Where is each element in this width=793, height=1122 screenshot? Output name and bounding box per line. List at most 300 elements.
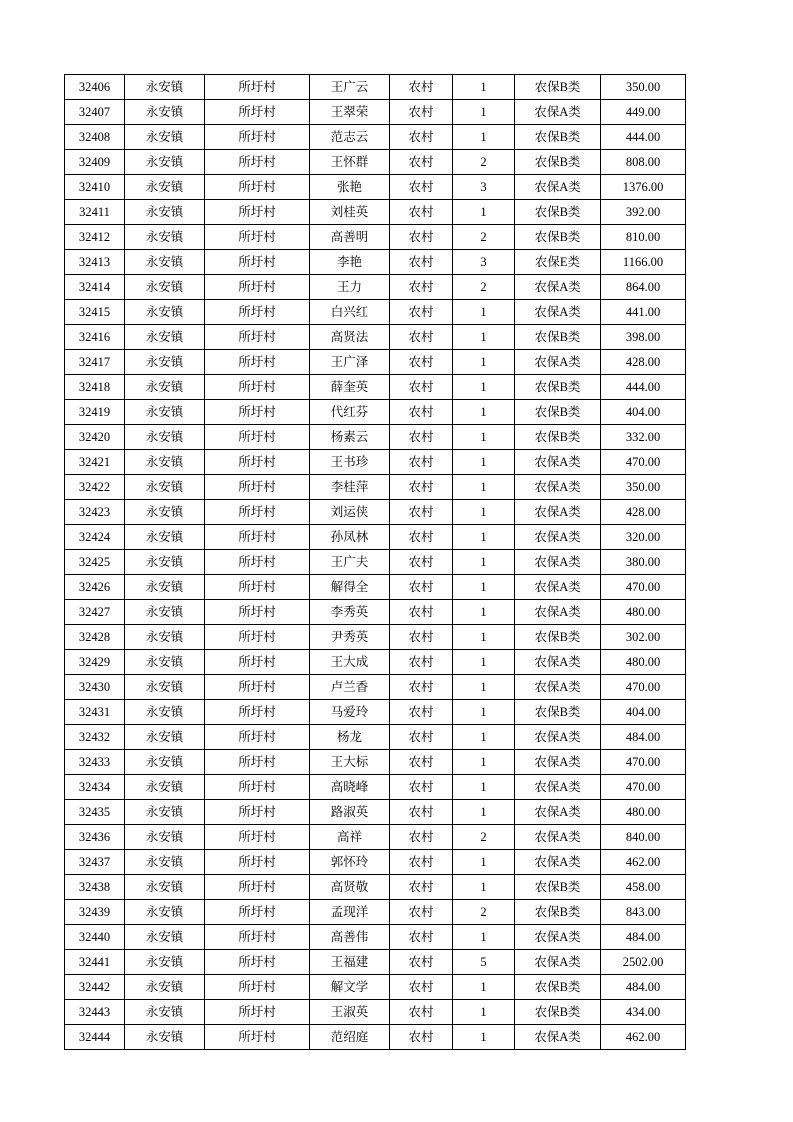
cell-category: 农保A类 xyxy=(515,775,601,800)
cell-name: 孟现洋 xyxy=(310,900,390,925)
cell-village: 所圩村 xyxy=(205,150,310,175)
cell-amount: 444.00 xyxy=(601,375,686,400)
cell-village: 所圩村 xyxy=(205,500,310,525)
cell-name: 高贤敬 xyxy=(310,875,390,900)
cell-count: 1 xyxy=(453,625,515,650)
cell-town: 永安镇 xyxy=(125,75,205,100)
cell-count: 2 xyxy=(453,225,515,250)
cell-count: 1 xyxy=(453,700,515,725)
cell-category: 农保A类 xyxy=(515,100,601,125)
cell-type: 农村 xyxy=(390,875,453,900)
data-table xyxy=(64,74,686,1050)
cell-id: 32413 xyxy=(65,250,125,275)
cell-village: 所圩村 xyxy=(205,75,310,100)
cell-type: 农村 xyxy=(390,425,453,450)
cell-category: 农保B类 xyxy=(515,625,601,650)
cell-type: 农村 xyxy=(390,350,453,375)
cell-count: 1 xyxy=(453,1025,515,1050)
cell-town: 永安镇 xyxy=(125,200,205,225)
cell-town: 永安镇 xyxy=(125,900,205,925)
cell-category: 农保A类 xyxy=(515,600,601,625)
table-row xyxy=(65,500,686,525)
cell-id: 32408 xyxy=(65,125,125,150)
cell-type: 农村 xyxy=(390,800,453,825)
cell-count: 1 xyxy=(453,500,515,525)
cell-village: 所圩村 xyxy=(205,100,310,125)
cell-type: 农村 xyxy=(390,975,453,1000)
cell-count: 3 xyxy=(453,250,515,275)
cell-type: 农村 xyxy=(390,375,453,400)
cell-type: 农村 xyxy=(390,1000,453,1025)
cell-name: 郭怀玲 xyxy=(310,850,390,875)
cell-village: 所圩村 xyxy=(205,1000,310,1025)
table-row xyxy=(65,875,686,900)
cell-name: 孙凤林 xyxy=(310,525,390,550)
cell-count: 1 xyxy=(453,550,515,575)
cell-type: 农村 xyxy=(390,1025,453,1050)
cell-name: 卢兰香 xyxy=(310,675,390,700)
cell-type: 农村 xyxy=(390,325,453,350)
cell-town: 永安镇 xyxy=(125,850,205,875)
cell-village: 所圩村 xyxy=(205,450,310,475)
cell-name: 高贤法 xyxy=(310,325,390,350)
cell-count: 1 xyxy=(453,75,515,100)
cell-name: 白兴红 xyxy=(310,300,390,325)
cell-village: 所圩村 xyxy=(205,700,310,725)
cell-name: 李桂萍 xyxy=(310,475,390,500)
table-row xyxy=(65,950,686,975)
table-row xyxy=(65,625,686,650)
cell-type: 农村 xyxy=(390,450,453,475)
table-row xyxy=(65,975,686,1000)
cell-name: 杨龙 xyxy=(310,725,390,750)
cell-name: 李秀英 xyxy=(310,600,390,625)
cell-category: 农保B类 xyxy=(515,975,601,1000)
cell-type: 农村 xyxy=(390,150,453,175)
cell-town: 永安镇 xyxy=(125,450,205,475)
cell-town: 永安镇 xyxy=(125,925,205,950)
cell-type: 农村 xyxy=(390,950,453,975)
cell-amount: 480.00 xyxy=(601,800,686,825)
table-row xyxy=(65,750,686,775)
table-row xyxy=(65,325,686,350)
cell-village: 所圩村 xyxy=(205,800,310,825)
cell-id: 32419 xyxy=(65,400,125,425)
cell-town: 永安镇 xyxy=(125,1000,205,1025)
cell-count: 1 xyxy=(453,200,515,225)
cell-amount: 484.00 xyxy=(601,925,686,950)
cell-name: 马爱玲 xyxy=(310,700,390,725)
cell-category: 农保A类 xyxy=(515,675,601,700)
table-row xyxy=(65,600,686,625)
cell-village: 所圩村 xyxy=(205,750,310,775)
cell-category: 农保B类 xyxy=(515,325,601,350)
cell-id: 32423 xyxy=(65,500,125,525)
cell-category: 农保B类 xyxy=(515,900,601,925)
cell-amount: 470.00 xyxy=(601,575,686,600)
table-row xyxy=(65,475,686,500)
cell-town: 永安镇 xyxy=(125,100,205,125)
cell-id: 32421 xyxy=(65,450,125,475)
cell-count: 1 xyxy=(453,750,515,775)
cell-category: 农保B类 xyxy=(515,75,601,100)
cell-type: 农村 xyxy=(390,100,453,125)
cell-id: 32437 xyxy=(65,850,125,875)
cell-amount: 808.00 xyxy=(601,150,686,175)
cell-amount: 840.00 xyxy=(601,825,686,850)
cell-category: 农保B类 xyxy=(515,425,601,450)
cell-name: 范绍庭 xyxy=(310,1025,390,1050)
cell-id: 32441 xyxy=(65,950,125,975)
cell-count: 1 xyxy=(453,975,515,1000)
table-row xyxy=(65,1025,686,1050)
cell-count: 1 xyxy=(453,400,515,425)
cell-id: 32414 xyxy=(65,275,125,300)
cell-town: 永安镇 xyxy=(125,400,205,425)
cell-amount: 350.00 xyxy=(601,475,686,500)
cell-village: 所圩村 xyxy=(205,525,310,550)
cell-count: 1 xyxy=(453,350,515,375)
table-row xyxy=(65,925,686,950)
cell-category: 农保A类 xyxy=(515,725,601,750)
cell-id: 32420 xyxy=(65,425,125,450)
cell-id: 32415 xyxy=(65,300,125,325)
cell-town: 永安镇 xyxy=(125,225,205,250)
table-row xyxy=(65,525,686,550)
cell-count: 1 xyxy=(453,450,515,475)
cell-town: 永安镇 xyxy=(125,125,205,150)
cell-category: 农保B类 xyxy=(515,200,601,225)
cell-name: 杨素云 xyxy=(310,425,390,450)
cell-category: 农保A类 xyxy=(515,300,601,325)
cell-type: 农村 xyxy=(390,250,453,275)
cell-category: 农保B类 xyxy=(515,125,601,150)
cell-town: 永安镇 xyxy=(125,650,205,675)
cell-count: 1 xyxy=(453,475,515,500)
cell-village: 所圩村 xyxy=(205,975,310,1000)
cell-type: 农村 xyxy=(390,400,453,425)
cell-amount: 470.00 xyxy=(601,750,686,775)
cell-amount: 458.00 xyxy=(601,875,686,900)
cell-village: 所圩村 xyxy=(205,550,310,575)
cell-category: 农保A类 xyxy=(515,525,601,550)
cell-type: 农村 xyxy=(390,825,453,850)
cell-category: 农保A类 xyxy=(515,800,601,825)
cell-count: 1 xyxy=(453,375,515,400)
cell-type: 农村 xyxy=(390,675,453,700)
cell-type: 农村 xyxy=(390,575,453,600)
cell-town: 永安镇 xyxy=(125,625,205,650)
cell-amount: 380.00 xyxy=(601,550,686,575)
cell-town: 永安镇 xyxy=(125,950,205,975)
cell-id: 32438 xyxy=(65,875,125,900)
cell-count: 2 xyxy=(453,275,515,300)
cell-category: 农保B类 xyxy=(515,150,601,175)
cell-amount: 350.00 xyxy=(601,75,686,100)
cell-village: 所圩村 xyxy=(205,775,310,800)
table-row xyxy=(65,275,686,300)
cell-id: 32412 xyxy=(65,225,125,250)
cell-village: 所圩村 xyxy=(205,650,310,675)
cell-village: 所圩村 xyxy=(205,250,310,275)
cell-category: 农保A类 xyxy=(515,450,601,475)
cell-type: 农村 xyxy=(390,175,453,200)
cell-count: 1 xyxy=(453,125,515,150)
cell-category: 农保B类 xyxy=(515,375,601,400)
cell-town: 永安镇 xyxy=(125,375,205,400)
cell-id: 32436 xyxy=(65,825,125,850)
cell-name: 刘运侠 xyxy=(310,500,390,525)
cell-amount: 484.00 xyxy=(601,725,686,750)
cell-amount: 320.00 xyxy=(601,525,686,550)
cell-name: 王大成 xyxy=(310,650,390,675)
cell-name: 解得全 xyxy=(310,575,390,600)
cell-id: 32428 xyxy=(65,625,125,650)
cell-town: 永安镇 xyxy=(125,350,205,375)
cell-name: 薛奎英 xyxy=(310,375,390,400)
cell-category: 农保A类 xyxy=(515,350,601,375)
cell-name: 刘桂英 xyxy=(310,200,390,225)
cell-name: 王怀群 xyxy=(310,150,390,175)
cell-id: 32410 xyxy=(65,175,125,200)
cell-name: 王广云 xyxy=(310,75,390,100)
table-row xyxy=(65,150,686,175)
cell-amount: 462.00 xyxy=(601,1025,686,1050)
cell-name: 王书珍 xyxy=(310,450,390,475)
cell-category: 农保A类 xyxy=(515,925,601,950)
cell-amount: 864.00 xyxy=(601,275,686,300)
cell-type: 农村 xyxy=(390,475,453,500)
table-row xyxy=(65,650,686,675)
cell-count: 1 xyxy=(453,575,515,600)
cell-type: 农村 xyxy=(390,300,453,325)
cell-village: 所圩村 xyxy=(205,675,310,700)
cell-id: 32433 xyxy=(65,750,125,775)
cell-count: 1 xyxy=(453,775,515,800)
cell-category: 农保A类 xyxy=(515,950,601,975)
cell-village: 所圩村 xyxy=(205,325,310,350)
cell-amount: 480.00 xyxy=(601,650,686,675)
cell-town: 永安镇 xyxy=(125,700,205,725)
cell-type: 农村 xyxy=(390,525,453,550)
cell-town: 永安镇 xyxy=(125,525,205,550)
cell-id: 32430 xyxy=(65,675,125,700)
cell-name: 尹秀英 xyxy=(310,625,390,650)
cell-type: 农村 xyxy=(390,500,453,525)
cell-id: 32432 xyxy=(65,725,125,750)
table-row xyxy=(65,425,686,450)
cell-type: 农村 xyxy=(390,900,453,925)
cell-category: 农保E类 xyxy=(515,250,601,275)
table-row xyxy=(65,300,686,325)
cell-count: 3 xyxy=(453,175,515,200)
cell-type: 农村 xyxy=(390,200,453,225)
table-row xyxy=(65,75,686,100)
cell-village: 所圩村 xyxy=(205,900,310,925)
cell-id: 32409 xyxy=(65,150,125,175)
table-row xyxy=(65,125,686,150)
cell-town: 永安镇 xyxy=(125,1025,205,1050)
cell-type: 农村 xyxy=(390,925,453,950)
table-row xyxy=(65,400,686,425)
cell-name: 路淑英 xyxy=(310,800,390,825)
cell-category: 农保A类 xyxy=(515,850,601,875)
table-row xyxy=(65,225,686,250)
cell-id: 32444 xyxy=(65,1025,125,1050)
cell-village: 所圩村 xyxy=(205,925,310,950)
cell-id: 32440 xyxy=(65,925,125,950)
cell-count: 1 xyxy=(453,300,515,325)
cell-category: 农保A类 xyxy=(515,1025,601,1050)
cell-id: 32435 xyxy=(65,800,125,825)
cell-id: 32434 xyxy=(65,775,125,800)
table-row xyxy=(65,175,686,200)
cell-amount: 843.00 xyxy=(601,900,686,925)
cell-village: 所圩村 xyxy=(205,300,310,325)
cell-village: 所圩村 xyxy=(205,275,310,300)
cell-name: 王翠荣 xyxy=(310,100,390,125)
cell-id: 32439 xyxy=(65,900,125,925)
cell-village: 所圩村 xyxy=(205,225,310,250)
cell-type: 农村 xyxy=(390,550,453,575)
cell-town: 永安镇 xyxy=(125,575,205,600)
cell-amount: 810.00 xyxy=(601,225,686,250)
cell-amount: 392.00 xyxy=(601,200,686,225)
cell-id: 32429 xyxy=(65,650,125,675)
table-row xyxy=(65,675,686,700)
cell-town: 永安镇 xyxy=(125,300,205,325)
cell-category: 农保A类 xyxy=(515,475,601,500)
table-row xyxy=(65,800,686,825)
cell-name: 王广夫 xyxy=(310,550,390,575)
table-body xyxy=(65,75,686,1050)
cell-village: 所圩村 xyxy=(205,625,310,650)
cell-count: 1 xyxy=(453,675,515,700)
table-row xyxy=(65,350,686,375)
cell-amount: 404.00 xyxy=(601,400,686,425)
cell-count: 1 xyxy=(453,800,515,825)
cell-count: 2 xyxy=(453,150,515,175)
cell-id: 32406 xyxy=(65,75,125,100)
cell-amount: 484.00 xyxy=(601,975,686,1000)
cell-type: 农村 xyxy=(390,275,453,300)
cell-count: 1 xyxy=(453,600,515,625)
cell-count: 1 xyxy=(453,650,515,675)
cell-name: 范志云 xyxy=(310,125,390,150)
cell-amount: 302.00 xyxy=(601,625,686,650)
table-row xyxy=(65,775,686,800)
cell-village: 所圩村 xyxy=(205,350,310,375)
cell-village: 所圩村 xyxy=(205,725,310,750)
cell-category: 农保A类 xyxy=(515,575,601,600)
cell-town: 永安镇 xyxy=(125,425,205,450)
cell-town: 永安镇 xyxy=(125,800,205,825)
cell-type: 农村 xyxy=(390,225,453,250)
cell-category: 农保A类 xyxy=(515,175,601,200)
cell-village: 所圩村 xyxy=(205,425,310,450)
cell-town: 永安镇 xyxy=(125,475,205,500)
cell-amount: 480.00 xyxy=(601,600,686,625)
cell-amount: 1376.00 xyxy=(601,175,686,200)
table-row xyxy=(65,850,686,875)
cell-town: 永安镇 xyxy=(125,725,205,750)
cell-count: 1 xyxy=(453,100,515,125)
cell-count: 1 xyxy=(453,325,515,350)
cell-count: 2 xyxy=(453,825,515,850)
cell-amount: 449.00 xyxy=(601,100,686,125)
cell-town: 永安镇 xyxy=(125,275,205,300)
cell-village: 所圩村 xyxy=(205,1025,310,1050)
cell-type: 农村 xyxy=(390,775,453,800)
cell-category: 农保A类 xyxy=(515,550,601,575)
cell-amount: 1166.00 xyxy=(601,250,686,275)
cell-id: 32418 xyxy=(65,375,125,400)
cell-town: 永安镇 xyxy=(125,750,205,775)
cell-type: 农村 xyxy=(390,850,453,875)
cell-village: 所圩村 xyxy=(205,825,310,850)
cell-id: 32422 xyxy=(65,475,125,500)
cell-id: 32416 xyxy=(65,325,125,350)
cell-amount: 428.00 xyxy=(601,350,686,375)
cell-town: 永安镇 xyxy=(125,825,205,850)
cell-type: 农村 xyxy=(390,600,453,625)
cell-name: 高祥 xyxy=(310,825,390,850)
cell-amount: 332.00 xyxy=(601,425,686,450)
cell-id: 32426 xyxy=(65,575,125,600)
table-row xyxy=(65,575,686,600)
cell-count: 1 xyxy=(453,850,515,875)
cell-town: 永安镇 xyxy=(125,975,205,1000)
cell-village: 所圩村 xyxy=(205,375,310,400)
cell-category: 农保B类 xyxy=(515,700,601,725)
cell-name: 王福建 xyxy=(310,950,390,975)
cell-name: 张艳 xyxy=(310,175,390,200)
cell-village: 所圩村 xyxy=(205,850,310,875)
cell-name: 王力 xyxy=(310,275,390,300)
cell-village: 所圩村 xyxy=(205,475,310,500)
cell-village: 所圩村 xyxy=(205,950,310,975)
cell-id: 32442 xyxy=(65,975,125,1000)
cell-town: 永安镇 xyxy=(125,775,205,800)
cell-name: 高晓峰 xyxy=(310,775,390,800)
table-row xyxy=(65,200,686,225)
cell-count: 5 xyxy=(453,950,515,975)
cell-category: 农保A类 xyxy=(515,650,601,675)
cell-type: 农村 xyxy=(390,700,453,725)
cell-amount: 398.00 xyxy=(601,325,686,350)
cell-town: 永安镇 xyxy=(125,675,205,700)
table-row xyxy=(65,450,686,475)
cell-amount: 444.00 xyxy=(601,125,686,150)
cell-amount: 2502.00 xyxy=(601,950,686,975)
cell-town: 永安镇 xyxy=(125,250,205,275)
cell-category: 农保B类 xyxy=(515,1000,601,1025)
cell-count: 2 xyxy=(453,900,515,925)
cell-type: 农村 xyxy=(390,650,453,675)
cell-count: 1 xyxy=(453,1000,515,1025)
cell-amount: 470.00 xyxy=(601,775,686,800)
table-row xyxy=(65,700,686,725)
cell-type: 农村 xyxy=(390,625,453,650)
cell-town: 永安镇 xyxy=(125,325,205,350)
cell-category: 农保A类 xyxy=(515,275,601,300)
cell-amount: 470.00 xyxy=(601,450,686,475)
cell-town: 永安镇 xyxy=(125,600,205,625)
cell-amount: 428.00 xyxy=(601,500,686,525)
cell-category: 农保B类 xyxy=(515,400,601,425)
table-row xyxy=(65,1000,686,1025)
cell-id: 32431 xyxy=(65,700,125,725)
